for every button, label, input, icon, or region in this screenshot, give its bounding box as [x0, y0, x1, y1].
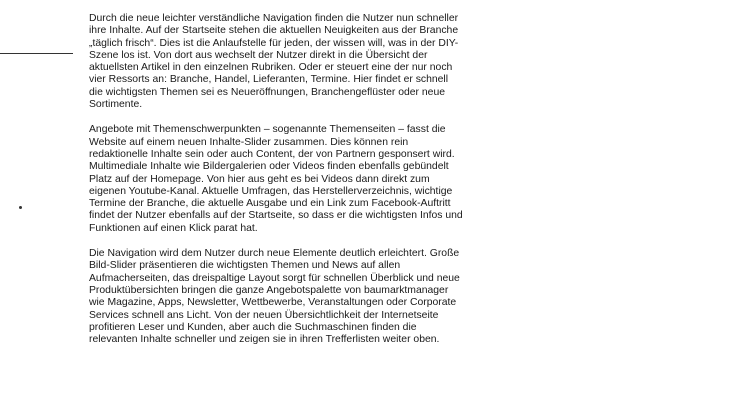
horizontal-rule — [0, 53, 73, 54]
article-body — [89, 13, 547, 359]
paragraph-navigation-intro: Durch die neue leichter verständliche Navigation finden die Nutzer nun schneller ihre Inhalte. Auf der Startseite stehen die aktuellen Neuigkeiten aus der Branche „täglich frisch“. Dies ist die Anlaufstelle für jeden, der wissen will, was in der DIY- Szene los ist. Von dort aus wechselt der Nutzer direkt in die Übersicht der aktuellsten Artikel in den einzelnen Rubriken. Oder er steuert eine der nur noch vier Ressorts an: Branche, Handel, Lieferanten, Termine. Hier findet er schnell die wichtigsten Themen sei es Neueröffnungen, Branchengeflüster oder neue Sortimente. — [89, 13, 459, 111]
paragraph-navigation-elements: Die Navigation wird dem Nutzer durch neue Elemente deutlich erleichtert. Große Bild-Slider präsentieren die wichtigsten Themen und News auf allen Aufmacherseiten, das dreispaltige Layout sorgt für schnellen Überblick und neue Produktübersichten bringen die ganze Angebotspalette von baumarktmanager wie Magazine, Apps, Newsletter, Wettbewerbe, Veranstaltungen oder Corporate Services schnell ans Licht. Von der neuen Übersichtlichkeit der Internetseite profitieren Leser und Kunden, aber auch die Suchmaschinen finden die relevanten Inhalte schneller und zeigen sie in ihren Trefferlisten weiter oben. — [89, 248, 460, 346]
bullet-dot — [19, 206, 22, 209]
paragraph-theme-pages: Angebote mit Themenschwerpunkten – sogenannte Themenseiten – fasst die Website auf einem neuen Inhalte-Slider zusammen. Dies können rein redaktionelle Inhalte sein oder auch Content, der von Partnern gesponsert wird. Multimediale Inhalte wie Bildergalerien oder Videos finden ebenfalls gebündelt Platz auf der Homepage. Von hier aus geht es bei Videos dann direkt zum eigenen Youtube-Kanal. Aktuelle Umfragen, das Herstellerverzeichnis, wichtige Termine der Branche, die aktuelle Ausgabe und ein Link zum Facebook-Auftritt findet der Nutzer ebenfalls auf der Startseite, so dass er die wichtigsten Infos und Funktionen auf einen Klick parat hat. — [89, 124, 463, 234]
